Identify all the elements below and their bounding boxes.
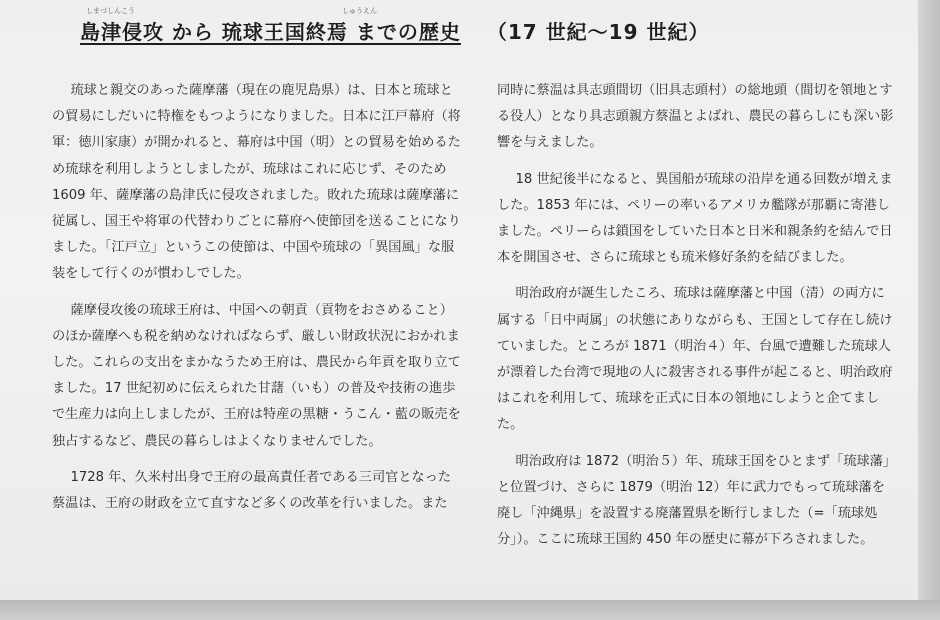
paragraph: 琉球と親交のあった薩摩藩（現在の鹿児島県）は、日本と琉球との貿易にしだいに特権をもつようになりました。日本に江戸幕府（将軍：徳川家康）が開かれると、幕府は中国（明）との貿易を始めるため琉球を利用しようとしましたが、琉球はこれに応じず、そのため 1609 年、薩摩藩の島津氏に侵攻されました。敗れた琉球は薩摩藩に従属し、国王や将軍の代替わりごとに幕府へ使節団を送ることになりました。「江戸立」というこの使節は、中国や琉球の「異国風」な服装をして行くのが慣わしでした。 xyxy=(52,83,461,282)
title-ruby-shuen: しゅうえん xyxy=(342,7,377,15)
paragraph: 1728 年、久米村出身で王府の最高責任者である三司官となった蔡温は、王府の財政を立て直すなど多くの改革を行いました。また xyxy=(52,469,452,512)
title-main: 島津侵攻 から 琉球王国終焉 までの歴史 xyxy=(80,20,461,44)
paragraph: 明治政府が誕生したころ、琉球は薩摩藩と中国（清）の両方に属する「日中両属」の状態にありながらも、王国として存在し続けていました。ところが 1871（明治４）年、台風で遭難した琉球人が漂着した台湾で現地の人に殺害される事件が起こると、明治政府はこれを利用して、琉球を正式に日本の領地にしようと企てました。 xyxy=(497,286,893,433)
title-period: （17 世紀～19 世紀） xyxy=(486,20,710,44)
paragraph-continued: 同時に蔡温は具志頭間切（旧具志頭村）の総地頭（間切を領地とする役人）となり具志頭親方蔡温とよばれ、農民の暮らしにも深い影響を与えました。 xyxy=(497,83,894,151)
paragraph: 18 世紀後半になると、異国船が琉球の沿岸を通る回数が増えました。1853 年には、ペリーの率いるアメリカ艦隊が那覇に寄港しました。ペリーらは鎖国をしていた日本と日米和親条約を結んで日本を開国させ、さらに琉球とも琉米修好条約を結びました。 xyxy=(497,171,893,266)
title-ruby-shimazu: しまづしんこう xyxy=(86,7,135,15)
panel-edge-bottom xyxy=(0,600,940,620)
right-column xyxy=(497,78,897,563)
page-title xyxy=(80,16,709,45)
panel-edge-right xyxy=(918,0,940,620)
left-column xyxy=(52,78,462,527)
paragraph: 明治政府は 1872（明治５）年、琉球王国をひとまず「琉球藩」と位置づけ、さらに 1879（明治 12）年に武力でもって琉球藩を廃し「沖縄県」を設置する廃藩置県を断行しました（=「琉球処分」）。ここに琉球王国約 450 年の歴史に幕が下ろされました。 xyxy=(497,453,897,548)
paragraph: 薩摩侵攻後の琉球王府は、中国への朝貢（貢物をおさめること）のほか薩摩へも税を納めなければならず、厳しい財政状況におかれました。これらの支出をまかなうため王府は、農民から年貢を取り立てました。17 世紀初めに伝えられた甘藷（いも）の普及や技術の進歩で生産力は向上しましたが、王府は特産の黒糖・うこん・藍の販売を独占するなど、農民の暮らしはよくなりませんでした。 xyxy=(52,302,461,449)
